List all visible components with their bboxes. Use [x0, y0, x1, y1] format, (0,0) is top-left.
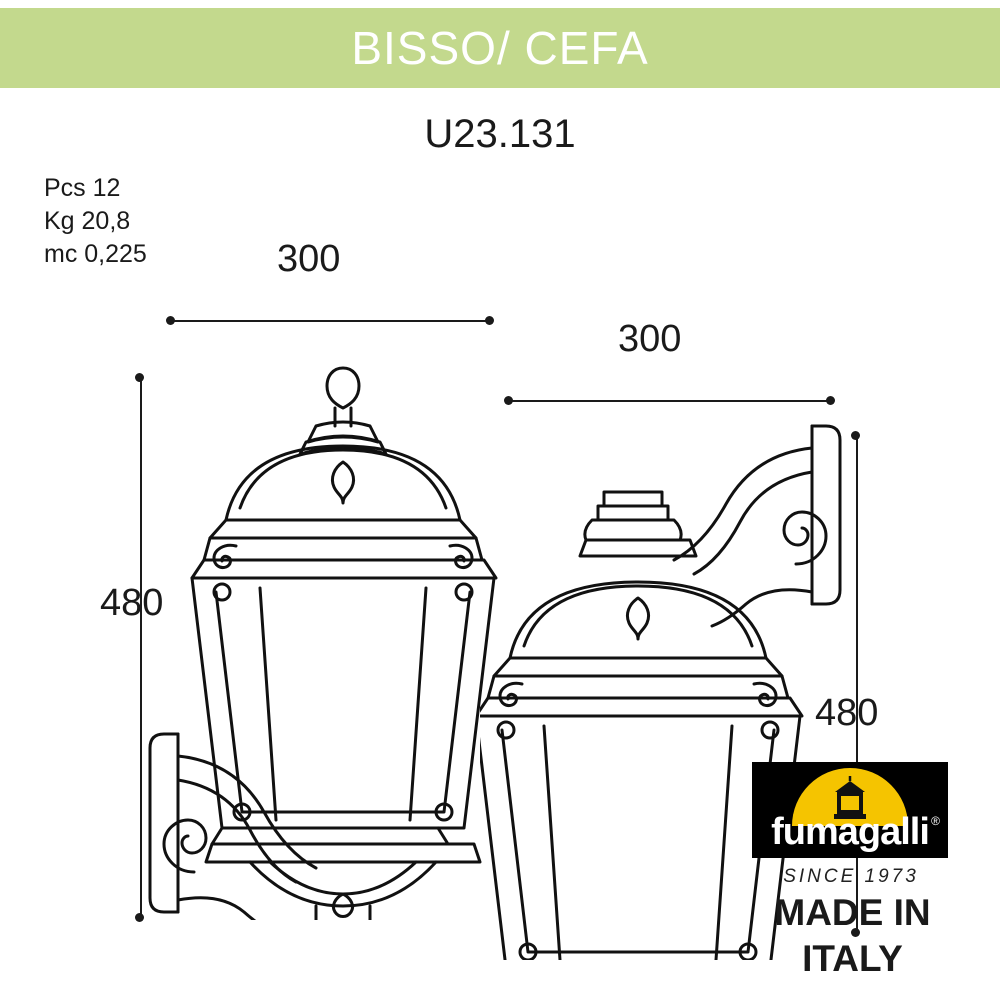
- spec-volume: mc 0,225: [44, 240, 147, 268]
- made-in-italy-text: [735, 890, 970, 982]
- spec-block: [44, 172, 147, 271]
- spec-pieces: Pcs 12: [44, 174, 121, 202]
- logo-wordmark: fumagalli: [771, 811, 929, 853]
- made-in-line2: ITALY: [802, 938, 903, 979]
- dimension-label-left-width: 300: [277, 238, 341, 280]
- made-in-line1: MADE IN: [774, 892, 931, 933]
- brand-logo: [752, 762, 948, 858]
- header-band: [0, 8, 1000, 88]
- dimension-dot: [166, 316, 175, 325]
- dimension-label-right-width: 300: [618, 318, 682, 360]
- dimension-label-right-height: 480: [815, 692, 879, 734]
- page-title: BISSO/ CEFA: [351, 22, 649, 74]
- wall-lantern-upward-drawing: [130, 360, 510, 925]
- spec-weight: Kg 20,8: [44, 207, 131, 235]
- dimension-rule-left-width: [170, 320, 490, 322]
- model-code: U23.131: [424, 112, 576, 156]
- dimension-dot: [485, 316, 494, 325]
- registered-mark: ®: [931, 814, 940, 828]
- dimension-label-left-height: 480: [100, 582, 164, 624]
- since-text: SINCE 1973: [783, 866, 919, 887]
